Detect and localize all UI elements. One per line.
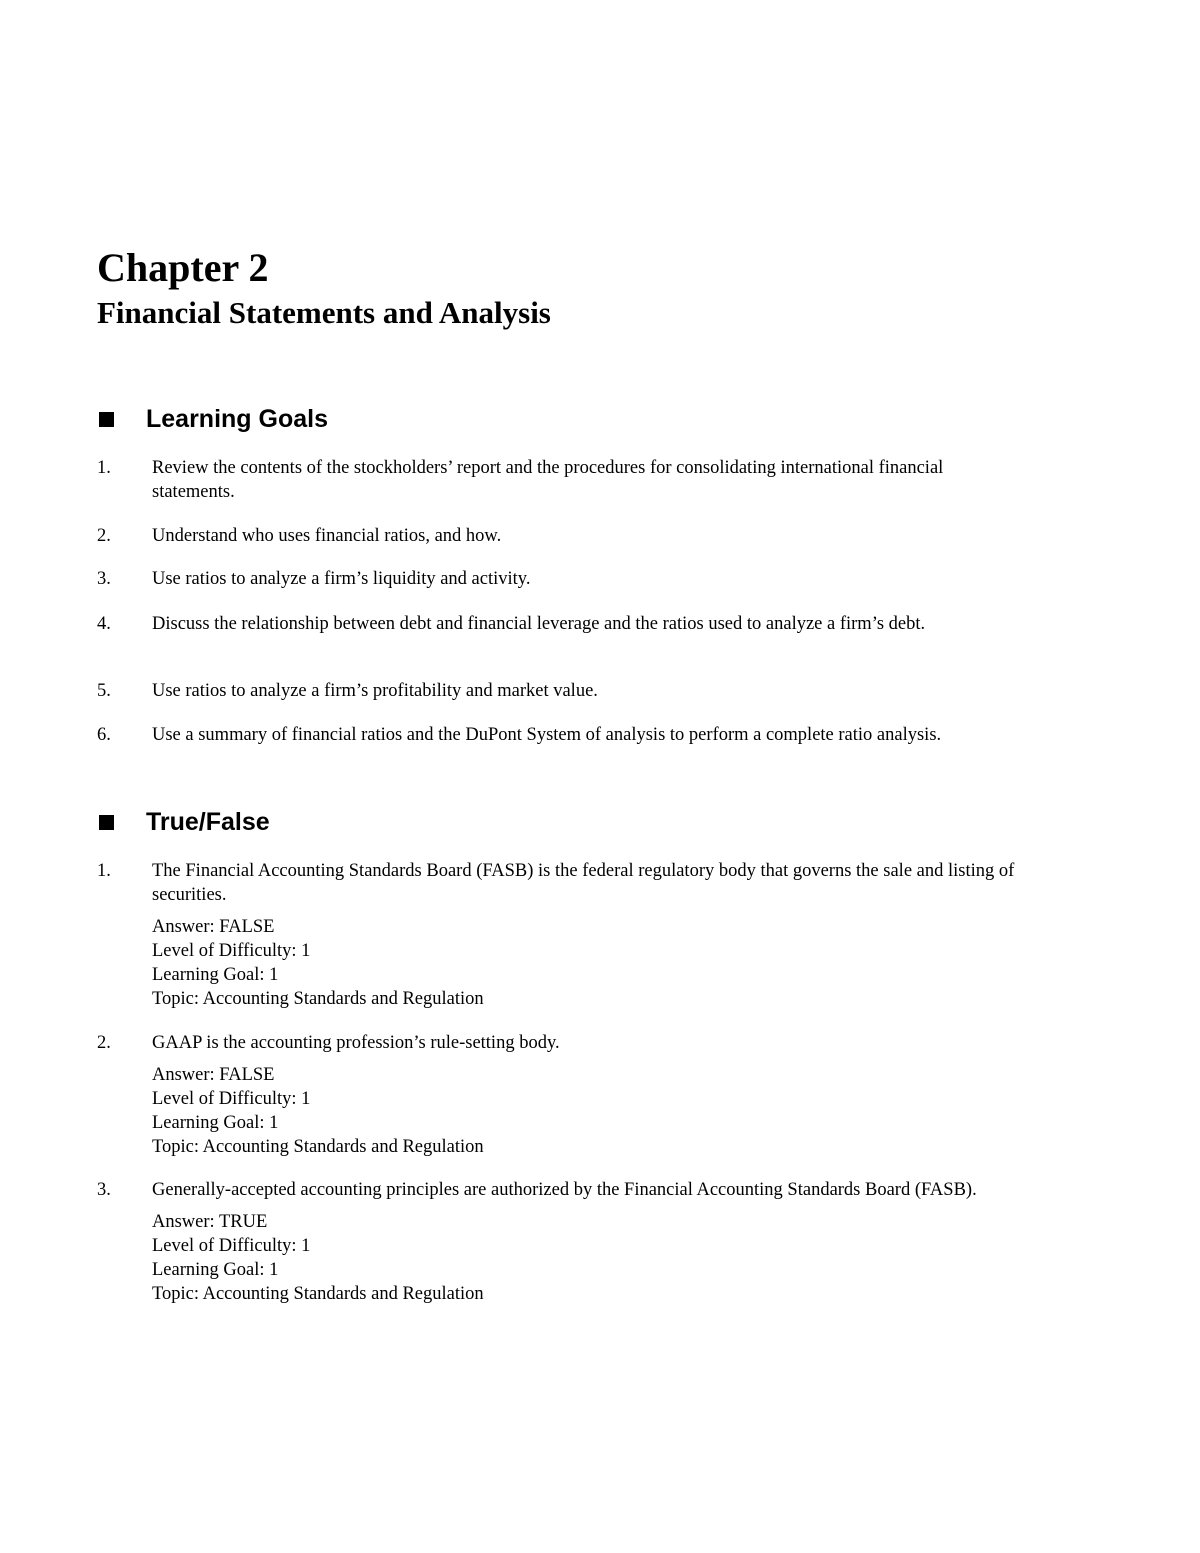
square-bullet-icon xyxy=(99,412,114,427)
learning-goal-item xyxy=(97,723,1017,747)
learning-goal-line: Learning Goal: 1 xyxy=(152,1113,279,1133)
learning-goal-item xyxy=(97,456,1017,504)
difficulty-line: Level of Difficulty: 1 xyxy=(152,1089,311,1109)
question-text: The Financial Accounting Standards Board (FASB) is the federal regulatory body that governs the sale and listing of securities. xyxy=(152,861,1015,905)
true-false-question xyxy=(97,859,1017,1011)
learning-goal-item xyxy=(97,679,1017,703)
true-false-heading-text: True/False xyxy=(146,808,270,836)
difficulty-line: Level of Difficulty: 1 xyxy=(152,941,311,961)
question-number: 2. xyxy=(97,1033,111,1053)
topic-line: Topic: Accounting Standards and Regulation xyxy=(152,989,484,1009)
topic-line: Topic: Accounting Standards and Regulation xyxy=(152,1284,484,1304)
difficulty-line: Level of Difficulty: 1 xyxy=(152,1236,311,1256)
true-false-question xyxy=(97,1031,1017,1159)
learning-goal-text: Discuss the relationship between debt and financial leverage and the ratios used to analyze a firm’s debt. xyxy=(152,614,926,634)
question-number: 3. xyxy=(97,1180,111,1200)
true-false-heading xyxy=(97,806,270,838)
learning-goal-line: Learning Goal: 1 xyxy=(152,1260,279,1280)
chapter-subtitle: Financial Statements and Analysis xyxy=(97,295,551,330)
learning-goal-line: Learning Goal: 1 xyxy=(152,965,279,985)
learning-goal-item xyxy=(97,524,1017,548)
answer-line: Answer: FALSE xyxy=(152,917,275,937)
square-bullet-icon xyxy=(99,815,114,830)
question-text: Generally-accepted accounting principles are authorized by the Financial Accounting Standards Board (FASB). xyxy=(152,1180,977,1200)
learning-goal-number: 1. xyxy=(97,458,111,478)
learning-goal-number: 6. xyxy=(97,725,111,745)
learning-goal-text: Review the contents of the stockholders’ report and the procedures for consolidating international financial statements. xyxy=(152,458,944,502)
learning-goal-number: 4. xyxy=(97,614,111,634)
learning-goal-text: Use a summary of financial ratios and the DuPont System of analysis to perform a complete ratio analysis. xyxy=(152,725,942,745)
learning-goal-number: 3. xyxy=(97,569,111,589)
answer-line: Answer: TRUE xyxy=(152,1212,268,1232)
learning-goal-text: Use ratios to analyze a firm’s liquidity and activity. xyxy=(152,569,531,589)
question-meta xyxy=(152,915,1017,1011)
topic-line: Topic: Accounting Standards and Regulation xyxy=(152,1137,484,1157)
question-text: GAAP is the accounting profession’s rule-setting body. xyxy=(152,1033,560,1053)
learning-goal-item xyxy=(97,567,1017,591)
learning-goal-text: Use ratios to analyze a firm’s profitability and market value. xyxy=(152,681,598,701)
learning-goal-item xyxy=(97,612,1017,636)
question-meta xyxy=(152,1063,1017,1159)
learning-goals-heading-text: Learning Goals xyxy=(146,405,328,433)
question-meta xyxy=(152,1210,1017,1306)
true-false-question xyxy=(97,1178,1017,1306)
learning-goal-number: 2. xyxy=(97,526,111,546)
learning-goal-text: Understand who uses financial ratios, and how. xyxy=(152,526,502,546)
learning-goals-heading xyxy=(97,403,328,435)
chapter-title: Chapter 2 xyxy=(97,245,269,290)
question-number: 1. xyxy=(97,861,111,881)
answer-line: Answer: FALSE xyxy=(152,1065,275,1085)
learning-goal-number: 5. xyxy=(97,681,111,701)
